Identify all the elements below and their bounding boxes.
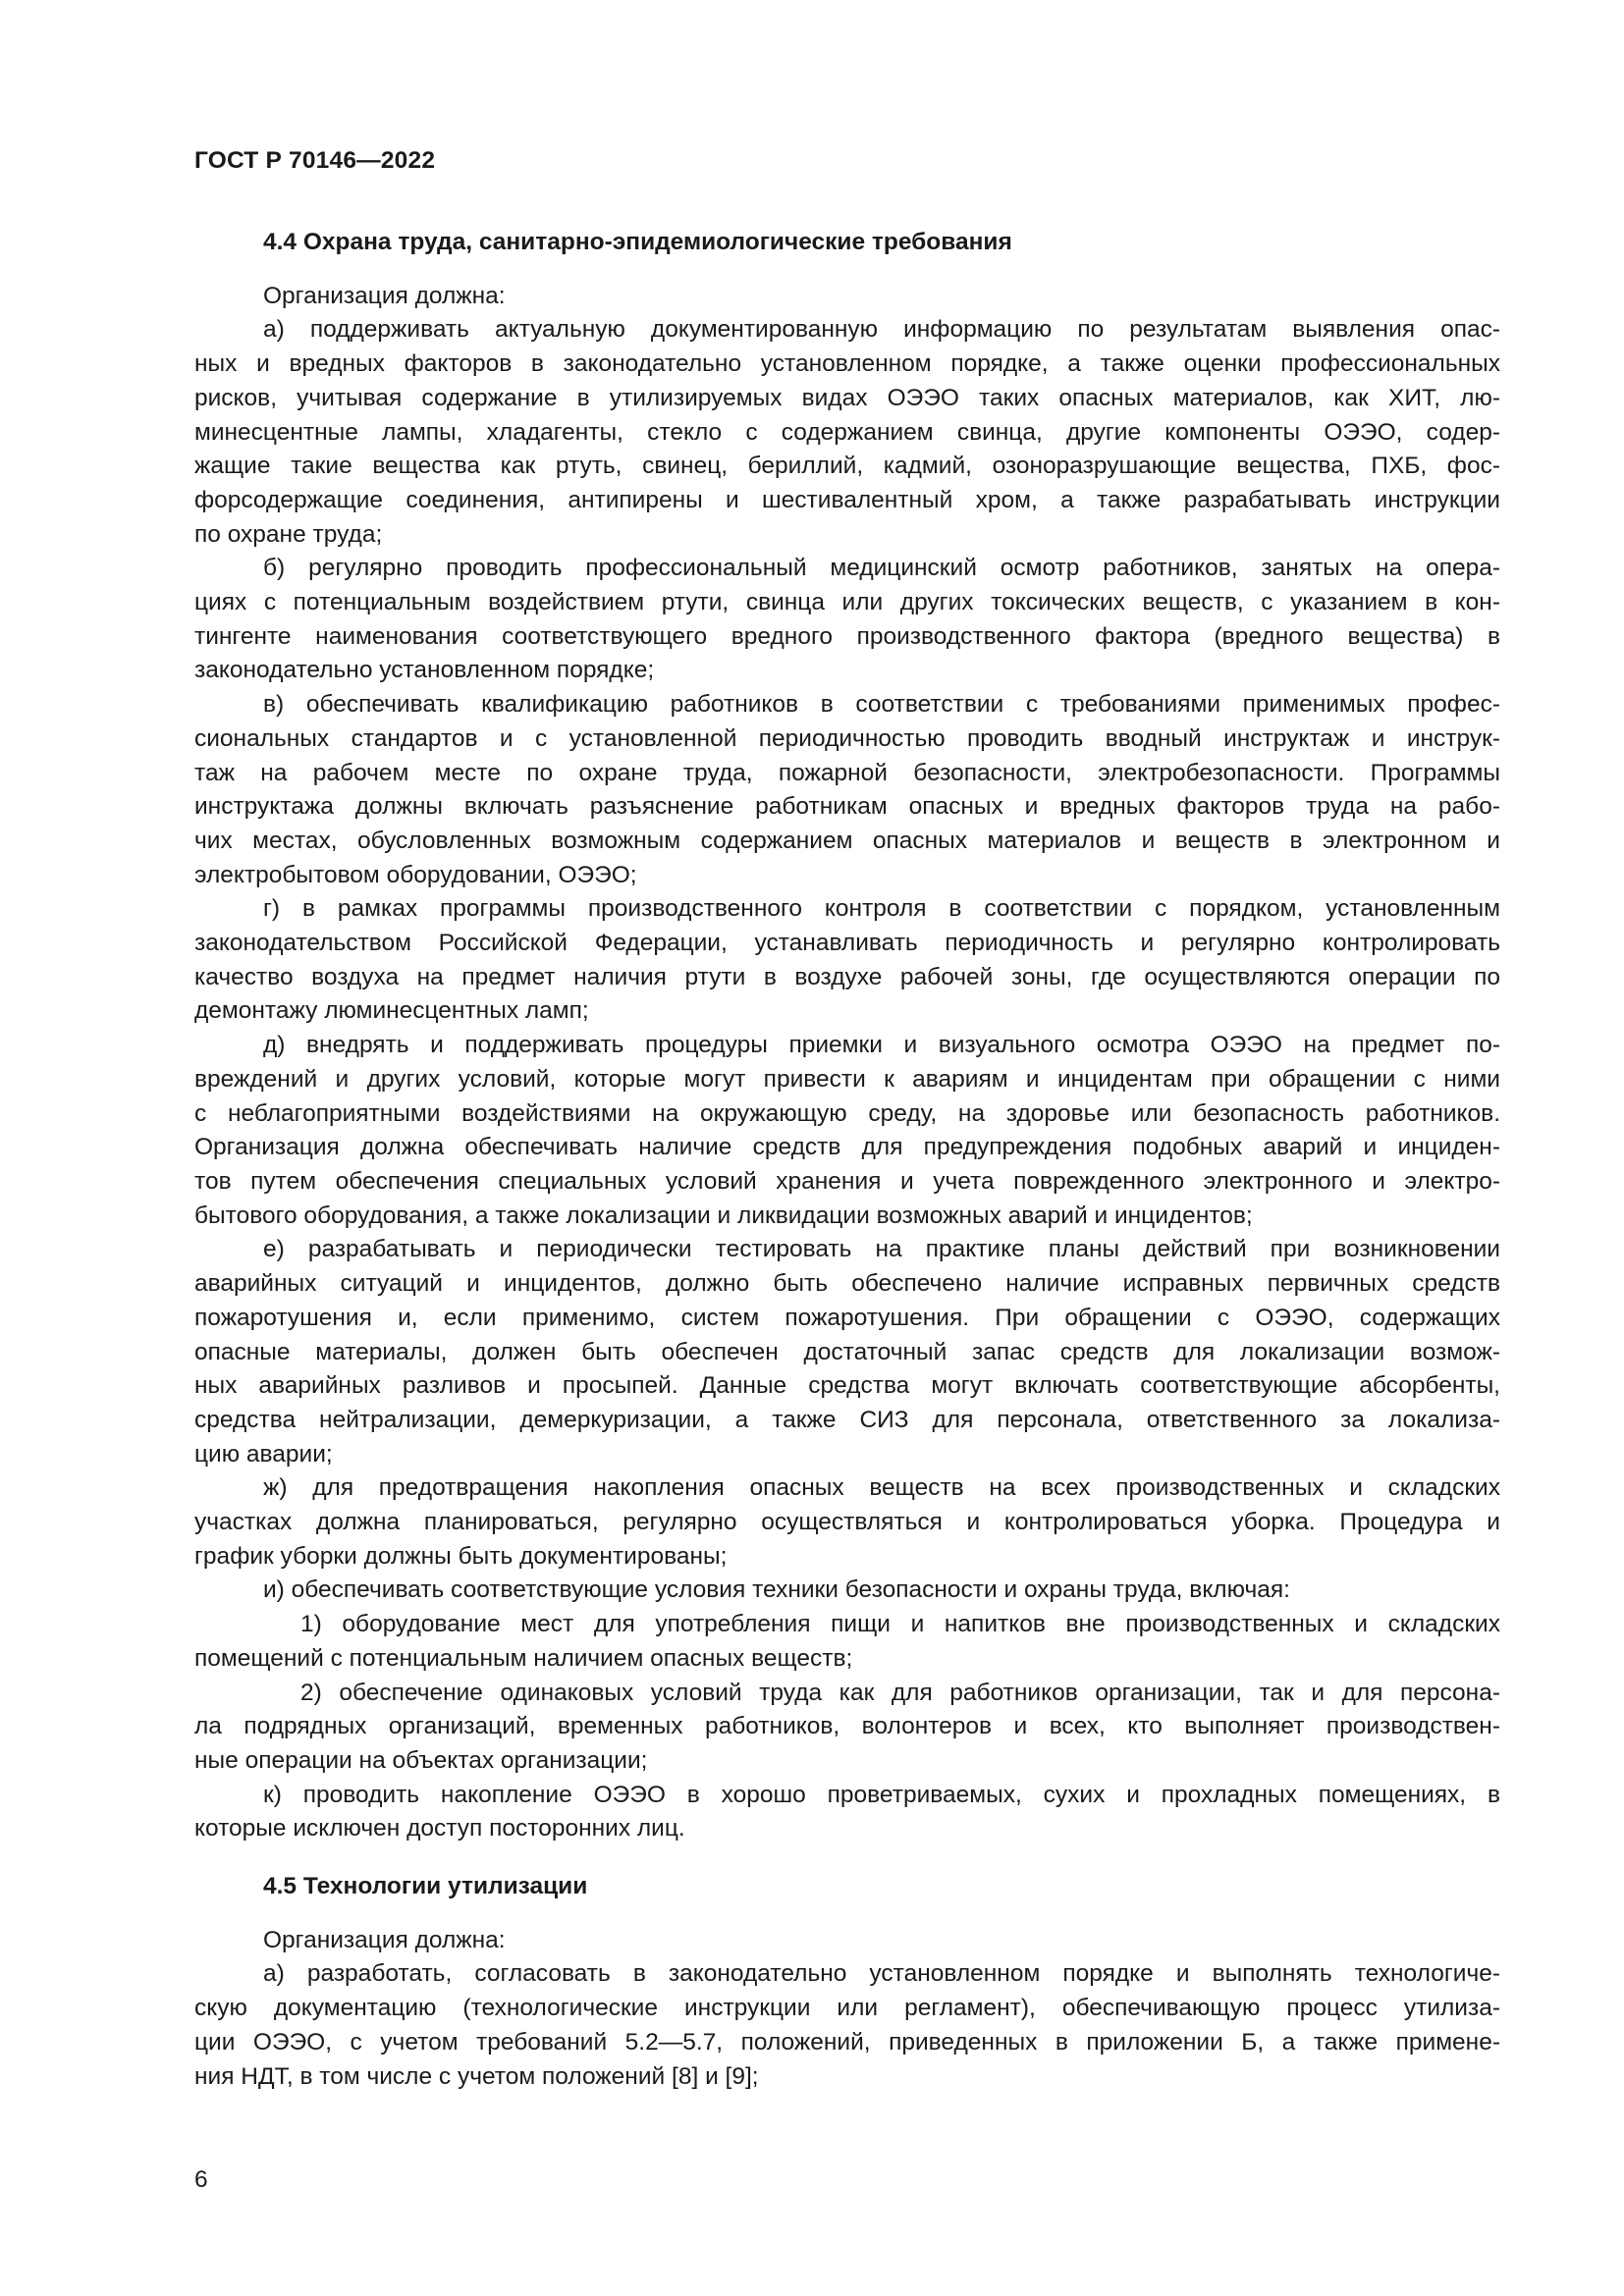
- text-line: Организация должна обеспечивать наличие средств для предупреждения подобных аварий и инциден-: [194, 1134, 1500, 1161]
- text-line: е) разрабатывать и периодически тестировать на практике планы действий при возникновении: [263, 1236, 1500, 1263]
- paragraph-a-4-5: [194, 1957, 1500, 2094]
- text-line: рисков, учитывая содержание в утилизируемых видах ОЭЭО таких опасных материалов, как ХИТ, лю-: [194, 384, 1500, 411]
- text-line: тов путем обеспечения специальных условий хранения и учета поврежденного электронного и электро-: [194, 1167, 1500, 1195]
- text-line: участках должна планироваться, регулярно осуществляться и контролироваться уборка. Процедура и: [194, 1509, 1500, 1536]
- text-line: ных и вредных факторов в законодательно установленном порядке, а также оценки профессиональных: [194, 350, 1500, 378]
- text-line: ные операции на объектах организации;: [194, 1746, 648, 1774]
- text-line: которые исключен доступ посторонних лиц.: [194, 1815, 685, 1842]
- section-heading-4-4: 4.4 Охрана труда, санитарно-эпидемиологические требования: [263, 229, 1012, 255]
- text-line: г) в рамках программы производственного контроля в соответствии с порядком, установленным: [263, 895, 1500, 923]
- text-line: в) обеспечивать квалификацию работников в соответствии с требованиями применимых профес-: [263, 691, 1500, 719]
- text-line: законодательно установленном порядке;: [194, 657, 655, 684]
- text-line: пожаротушения и, если применимо, систем пожаротушения. При обращении с ОЭЭО, содержащих: [194, 1304, 1500, 1331]
- text-line: а) поддерживать актуальную документированную информацию по результатам выявления опас-: [263, 316, 1500, 344]
- text-line: чих местах, обусловленных возможным содержанием опасных материалов и веществ в электронном и: [194, 827, 1500, 854]
- text-line: вреждений и других условий, которые могут привести к авариям и инцидентам при обращении с ними: [194, 1065, 1500, 1093]
- page-number: 6: [194, 2166, 208, 2193]
- text-line: график уборки должны быть документированы;: [194, 1542, 728, 1570]
- text-line: демонтажу люминесцентных ламп;: [194, 997, 589, 1025]
- paragraph-v: [194, 688, 1500, 892]
- text-line: минесцентные лампы, хладагенты, стекло с содержанием свинца, другие компоненты ОЭЭО, содер-: [194, 418, 1500, 446]
- section-intro: Организация должна:: [263, 282, 506, 309]
- text-line: аварийных ситуаций и инцидентов, должно быть обеспечено наличие исправных первичных средств: [194, 1270, 1500, 1298]
- text-line: ж) для предотвращения накопления опасных веществ на всех производственных и складских: [263, 1474, 1500, 1502]
- paragraph-b: [194, 552, 1500, 688]
- text-line: по охране труда;: [194, 520, 383, 548]
- paragraph-e: [194, 1233, 1500, 1471]
- text-line: цию аварии;: [194, 1440, 333, 1468]
- text-line: 2) обеспечение одинаковых условий труда как для работников организации, так и для персона-: [300, 1679, 1500, 1706]
- text-line: ных аварийных разливов и просыпей. Данные средства могут включать соответствующие абсорбенты,: [194, 1372, 1500, 1400]
- section-heading-4-5: 4.5 Технологии утилизации: [263, 1873, 588, 1900]
- section-intro: Организация должна:: [263, 1926, 506, 1953]
- text-line: ции ОЭЭО, с учетом требований 5.2—5.7, положений, приведенных в приложении Б, а также примене-: [194, 2028, 1500, 2056]
- text-line: электробытовом оборудовании, ОЭЭО;: [194, 861, 637, 888]
- paragraph-k: [194, 1779, 1500, 1846]
- text-line: инструктажа должны включать разъяснение работникам опасных и вредных факторов труда на рабо-: [194, 793, 1500, 821]
- text-line: ла подрядных организаций, временных работников, волонтеров и всех, кто выполняет производствен-: [194, 1713, 1500, 1740]
- text-line: тингенте наименования соответствующего вредного производственного фактора (вредного вещества) в: [194, 622, 1500, 650]
- paragraph-d: [194, 1029, 1500, 1233]
- text-line: форсодержащие соединения, антипирены и шестивалентный хром, а также разрабатывать инструкции: [194, 486, 1500, 513]
- text-line: к) проводить накопление ОЭЭО в хорошо проветриваемых, сухих и прохладных помещениях, в: [263, 1781, 1500, 1808]
- text-line: качество воздуха на предмет наличия ртути в воздухе рабочей зоны, где осуществляются операции по: [194, 963, 1500, 990]
- text-line: с неблагоприятными воздействиями на окружающую среду, на здоровье или безопасность работников.: [194, 1099, 1500, 1127]
- paragraph-g: [194, 892, 1500, 1029]
- text-line: ния НДТ, в том числе с учетом положений [8] и [9];: [194, 2062, 759, 2090]
- text-line: д) внедрять и поддерживать процедуры приемки и визуального осмотра ОЭЭО на предмет по-: [263, 1032, 1500, 1059]
- paragraph-zh: [194, 1471, 1500, 1574]
- paragraph-a: [194, 313, 1500, 552]
- text-line: и) обеспечивать соответствующие условия техники безопасности и охраны труда, включая:: [263, 1576, 1290, 1604]
- text-line: а) разработать, согласовать в законодательно установленном порядке и выполнять технологиче-: [263, 1960, 1500, 1988]
- text-line: бытового оборудования, а также локализации и ликвидации возможных аварий и инцидентов;: [194, 1201, 1253, 1229]
- text-line: жащие такие вещества как ртуть, свинец, бериллий, кадмий, озоноразрушающие вещества, ПХБ, фос-: [194, 453, 1500, 480]
- document-body: [194, 226, 1500, 2094]
- text-line: б) регулярно проводить профессиональный медицинский осмотр работников, занятых на опера-: [263, 555, 1500, 582]
- text-line: опасные материалы, должен быть обеспечен достаточный запас средств для локализации возмож-: [194, 1338, 1500, 1365]
- text-line: средства нейтрализации, демеркуризации, а также СИЗ для персонала, ответственного за локализа-: [194, 1406, 1500, 1433]
- text-line: 1) оборудование мест для употребления пищи и напитков вне производственных и складских: [300, 1611, 1500, 1638]
- text-line: таж на рабочем месте по охране труда, пожарной безопасности, электробезопасности. Программы: [194, 759, 1500, 786]
- text-line: сиональных стандартов и с установленной периодичностью проводить вводный инструктаж и инструк-: [194, 724, 1500, 752]
- text-line: скую документацию (технологические инструкции или регламент), обеспечивающую процесс утилиза-: [194, 1995, 1500, 2022]
- text-line: законодательством Российской Федерации, устанавливать периодичность и регулярно контролировать: [194, 930, 1500, 957]
- text-line: помещений с потенциальным наличием опасных веществ;: [194, 1644, 853, 1672]
- document-code: ГОСТ Р 70146—2022: [194, 147, 436, 174]
- text-line: циях с потенциальным воздействием ртути, свинца или других токсических веществ, с указанием в кон-: [194, 589, 1500, 616]
- paragraph-i: [194, 1574, 1500, 1778]
